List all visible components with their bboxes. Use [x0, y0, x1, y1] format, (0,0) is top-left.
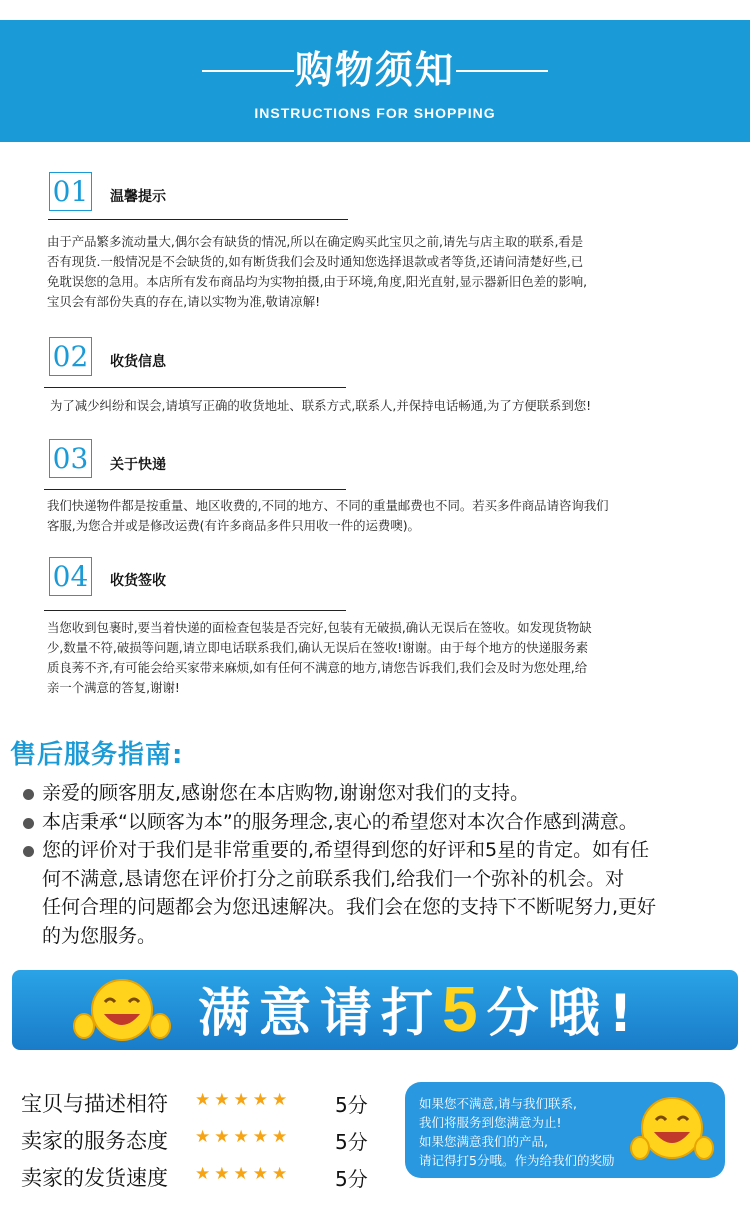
text-line: 如果您满意我们的产品, — [419, 1134, 548, 1149]
text-line: 质良莠不齐,有可能会给买家带来麻烦,如有任何不满意的地方,请您告诉我们,我们会及时为您处理,给 — [47, 660, 588, 675]
text-line: 任何合理的问题都会为您迅速解决。我们会在您的支持下不断呢努力,更好 — [42, 896, 657, 919]
banner-text-after: 分哦! — [486, 984, 642, 1044]
rating-label-service: 卖家的服务态度 — [21, 1129, 168, 1153]
text-line: 我们快递物件都是按重量、地区收费的,不同的地方、不同的重量邮费也不同。若买多件商品请咨询我们 — [47, 498, 609, 513]
text-line: 当您收到包裹时,要当着快递的面检查包装是否完好,包装有无破损,确认无误后在签收。如发现货物缺 — [47, 620, 592, 635]
section-body-signing — [47, 618, 707, 698]
text-line: 亲一个满意的答复,谢谢! — [47, 680, 180, 695]
text-line: 为了减少纠纷和误会,请填写正确的收货地址、联系方式,联系人,并保持电话畅通,为了方便联系到您! — [50, 398, 592, 413]
page-subtitle: INSTRUCTIONS FOR SHOPPING — [254, 105, 496, 121]
rate-five-banner — [12, 970, 738, 1050]
banner-five: 5 — [442, 973, 487, 1045]
section-body-tips — [47, 232, 707, 312]
rating-stars-shipping: ★★★★★ — [195, 1164, 292, 1184]
after-sales-title: 售后服务指南: — [10, 740, 184, 770]
text-line: 宝贝会有部份失真的存在,请以实物为准,敬请凉解! — [47, 294, 321, 309]
page-title: 购物须知 — [294, 48, 455, 92]
smiley-thumbs-up-icon — [72, 974, 172, 1046]
text-line: 您的评价对于我们是非常重要的,希望得到您的好评和5星的肯定。如有任 — [42, 839, 650, 862]
contact-bubble — [405, 1082, 725, 1178]
section-title-signing: 收货签收 — [110, 573, 166, 589]
text-line: 免耽误您的急用。本店所有发布商品均为实物拍摄,由于环境,角度,阳光直射,显示器新旧色差的影响, — [47, 274, 588, 289]
text-line: 少,数量不符,破损等问题,请立即电话联系我们,确认无误后在签收!谢谢。由于每个地方的快递服务素 — [47, 640, 589, 655]
list-item — [22, 779, 742, 808]
text-line: 亲爱的顾客朋友,感谢您在本店购物,谢谢您对我们的支持。 — [42, 782, 530, 804]
text-line: 本店秉承“以顾客为本”的服务理念,衷心的希望您对本次合作感到满意。 — [42, 810, 638, 833]
rating-label-shipping: 卖家的发货速度 — [21, 1166, 168, 1190]
section-title-express: 关于快递 — [110, 457, 166, 473]
rating-score-shipping: 5分 — [335, 1167, 368, 1191]
rating-stars-service: ★★★★★ — [195, 1127, 292, 1147]
text-line: 否有现货.一般情况是不会缺货的,如有断货我们会及时通知您选择退款或者等货,还请问清楚好些,已 — [47, 254, 584, 269]
section-body-express — [47, 496, 707, 536]
list-item — [22, 836, 742, 950]
text-line: 我们将服务到您满意为止! — [419, 1115, 562, 1130]
text-line: 何不满意,恳请您在评价打分之前联系我们,给我们一个弥补的机会。对 — [42, 867, 625, 890]
text-line: 请记得打5分哦。作为给我们的奖励 — [419, 1153, 615, 1168]
rating-label-description: 宝贝与描述相符 — [21, 1092, 168, 1116]
header-banner — [0, 20, 750, 142]
section-divider — [44, 489, 346, 490]
rating-score-description: 5分 — [335, 1093, 368, 1117]
section-title-tips: 温馨提示 — [110, 189, 166, 205]
banner-text — [198, 973, 642, 1047]
section-title-receiving-info: 收货信息 — [110, 354, 166, 370]
after-sales-list — [22, 779, 742, 951]
section-divider — [48, 219, 348, 220]
section-body-receiving-info — [50, 396, 710, 416]
rating-stars-description: ★★★★★ — [195, 1090, 292, 1110]
smiley-thumbs-up-icon — [630, 1090, 714, 1170]
banner-text-before: 满意请打 — [198, 984, 443, 1044]
rating-score-service: 5分 — [335, 1130, 368, 1154]
section-number-04: 04 — [49, 557, 92, 596]
bubble-text — [419, 1094, 614, 1170]
text-line: 由于产品繁多流动量大,偶尔会有缺货的情况,所以在确定购买此宝贝之前,请先与店主取的联系,看是 — [47, 234, 584, 249]
header-right-line — [456, 70, 548, 72]
section-divider — [44, 610, 346, 611]
section-divider — [44, 387, 346, 388]
section-number-03: 03 — [49, 439, 92, 478]
section-number-01: 01 — [49, 172, 92, 211]
section-number-02: 02 — [49, 337, 92, 376]
text-line: 如果您不满意,请与我们联系, — [419, 1096, 577, 1111]
text-line: 的为您服务。 — [42, 924, 157, 947]
list-item — [22, 808, 742, 837]
text-line: 客服,为您合并或是修改运费(有许多商品多件只用收一件的运费噢)。 — [47, 518, 420, 533]
